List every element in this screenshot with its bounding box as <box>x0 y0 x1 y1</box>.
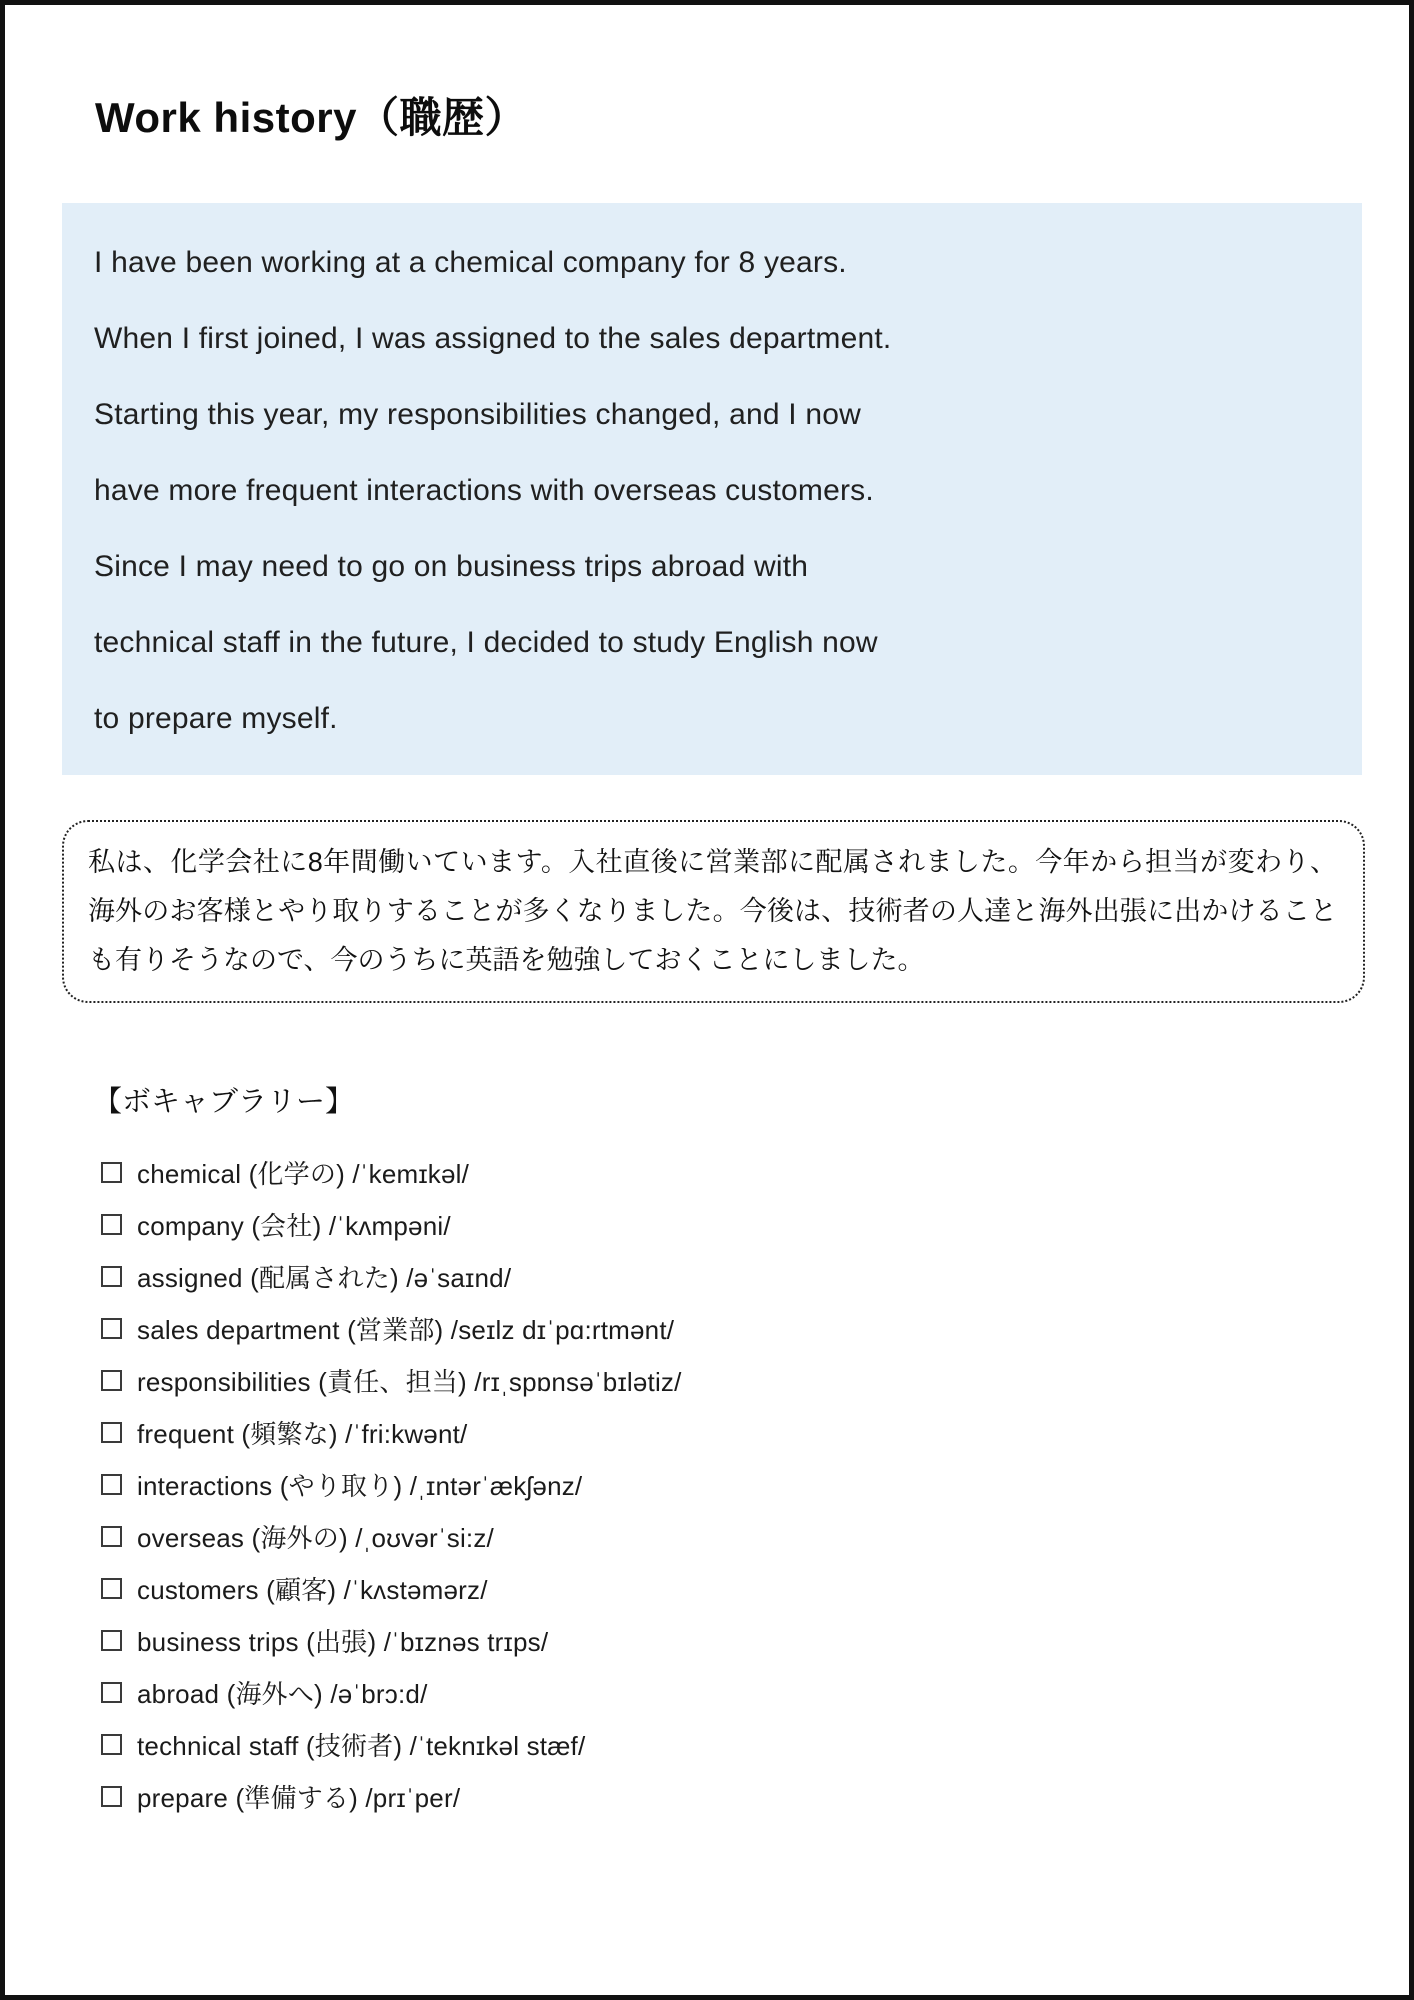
passage-line: Starting this year, my responsibilities changed, and I now <box>94 398 862 431</box>
checkbox-icon[interactable] <box>101 1578 122 1599</box>
passage-line: When I first joined, I was assigned to the sales department. <box>94 322 892 355</box>
english-passage <box>62 203 1362 775</box>
japanese-translation-box <box>62 820 1365 1003</box>
checkbox-icon[interactable] <box>101 1370 122 1391</box>
vocab-list-item <box>101 1198 1409 1250</box>
vocab-entry-text: customers (顧客) /ˈkʌstəmərz/ <box>137 1574 488 1605</box>
passage-line: I have been working at a chemical company for 8 years. <box>94 246 847 279</box>
passage-line: to prepare myself. <box>94 702 338 735</box>
vocab-entry-text: prepare (準備する) /prɪˈper/ <box>137 1782 461 1813</box>
vocab-list-item <box>101 1718 1409 1770</box>
checkbox-icon[interactable] <box>101 1266 122 1287</box>
vocab-list-item <box>101 1354 1409 1406</box>
checkbox-icon[interactable] <box>101 1214 122 1235</box>
vocab-entry-text: technical staff (技術者) /ˈteknɪkəl stæf/ <box>137 1730 586 1761</box>
vocab-entry-text: interactions (やり取り) /ˌɪntərˈækʃənz/ <box>137 1470 583 1501</box>
vocab-entry-text: chemical (化学の) /ˈkemɪkəl/ <box>137 1158 470 1189</box>
page-title: Work history（職歴） <box>95 94 527 141</box>
checkbox-icon[interactable] <box>101 1526 122 1547</box>
checkbox-icon[interactable] <box>101 1474 122 1495</box>
checkbox-icon[interactable] <box>101 1318 122 1339</box>
vocab-list-item <box>101 1406 1409 1458</box>
vocab-entry-text: responsibilities (責任、担当) /rɪˌspɒnsəˈbɪlətiz/ <box>137 1366 682 1397</box>
vocab-list-item <box>101 1666 1409 1718</box>
vocab-list-item <box>101 1614 1409 1666</box>
vocab-entry-text: frequent (頻繁な) /ˈfri:kwənt/ <box>137 1418 468 1449</box>
vocab-entry-text: company (会社) /ˈkʌmpəni/ <box>137 1210 451 1241</box>
vocab-entry-text: abroad (海外へ) /əˈbrɔ:d/ <box>137 1678 428 1709</box>
checkbox-icon[interactable] <box>101 1734 122 1755</box>
japanese-translation-text: 私は、化学会社に8年間働いています。入社直後に営業部に配属されました。今年から担当が変わり、海外のお客様とやり取りすることが多くなりました。今後は、技術者の人達と海外出張に出かけることも有りそうなので、今のうちに英語を勉強しておくことにしました。 <box>88 847 1337 975</box>
passage-line: technical staff in the future, I decided to study English now <box>94 626 878 659</box>
vocab-list-item <box>101 1146 1409 1198</box>
vocab-entry-text: sales department (営業部) /seɪlz dɪˈpɑ:rtmənt/ <box>137 1314 675 1345</box>
vocab-list-item <box>101 1250 1409 1302</box>
vocab-list-item <box>101 1458 1409 1510</box>
vocabulary-header: 【ボキャブラリー】 <box>93 1086 355 1118</box>
vocab-list-item <box>101 1562 1409 1614</box>
checkbox-icon[interactable] <box>101 1786 122 1807</box>
checkbox-icon[interactable] <box>101 1630 122 1651</box>
passage-line: have more frequent interactions with overseas customers. <box>94 474 874 507</box>
passage-line: Since I may need to go on business trips abroad with <box>94 550 809 583</box>
checkbox-icon[interactable] <box>101 1162 122 1183</box>
checkbox-icon[interactable] <box>101 1422 122 1443</box>
vocab-list-item <box>101 1302 1409 1354</box>
vocab-list-item <box>101 1510 1409 1562</box>
checkbox-icon[interactable] <box>101 1682 122 1703</box>
vocab-entry-text: assigned (配属された) /əˈsaɪnd/ <box>137 1262 512 1293</box>
vocab-entry-text: overseas (海外の) /ˌoʊvərˈsi:z/ <box>137 1522 494 1553</box>
vocab-list-item <box>101 1770 1409 1822</box>
vocabulary-list <box>101 1146 1409 1822</box>
vocab-entry-text: business trips (出張) /ˈbɪznəs trɪps/ <box>137 1626 549 1657</box>
